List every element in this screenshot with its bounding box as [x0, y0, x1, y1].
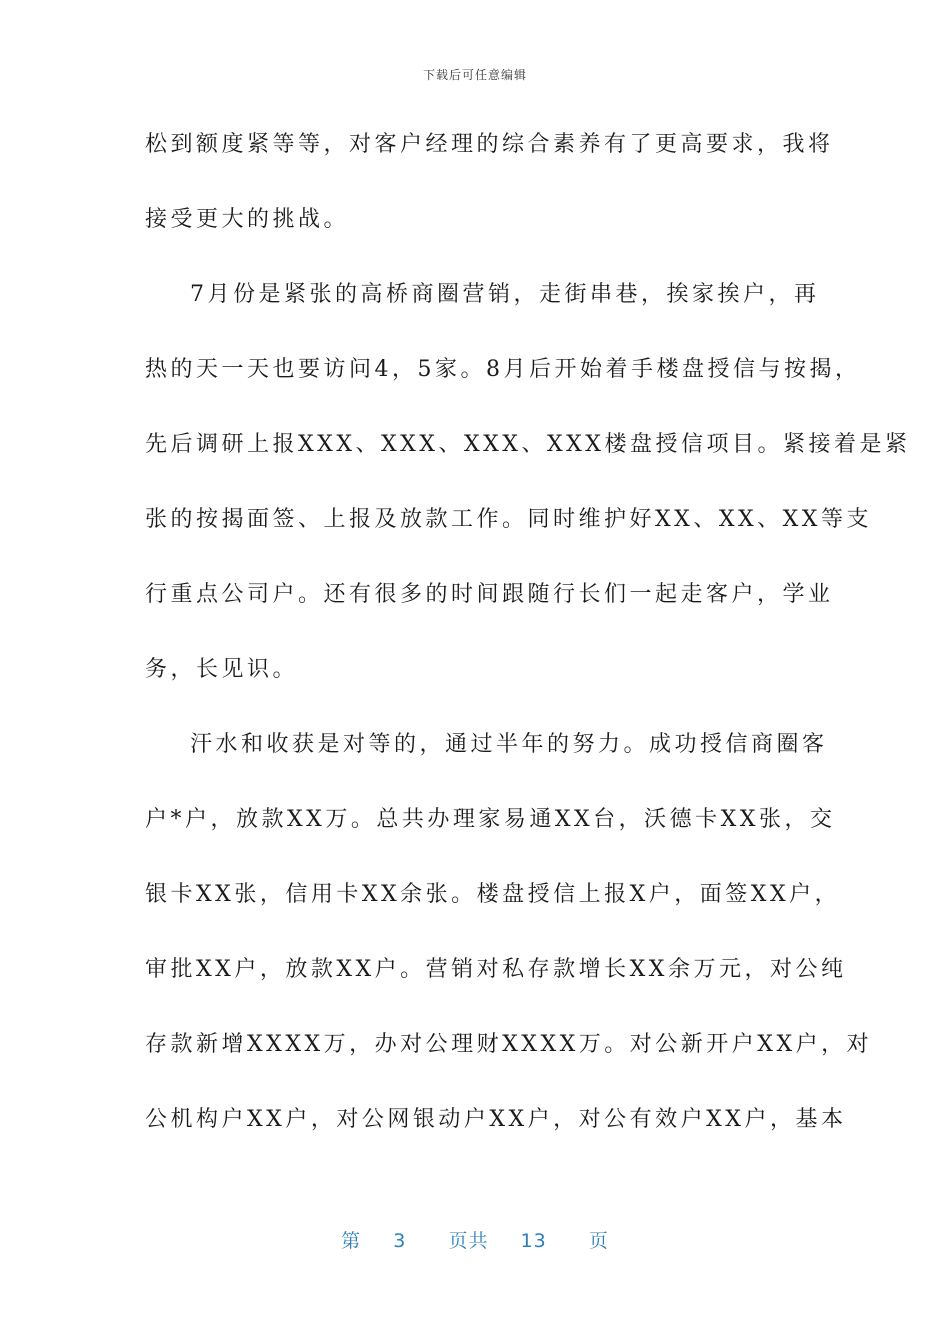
text-line: 户*户，放款XX万。总共办理家易通XX台，沃德卡XX张，交 [145, 807, 836, 832]
text-line: 接受更大的挑战。 [145, 207, 350, 232]
text-line: 行重点公司户。还有很多的时间跟随行长们一起走客户，学业 [145, 582, 834, 607]
total-pages-number: 13 [520, 1230, 547, 1252]
current-page-number: 3 [393, 1230, 407, 1252]
text-line: 存款新增XXXX万，办对公理财XXXX万。对公新开户XX户，对 [145, 1032, 873, 1057]
text-line: 审批XX户，放款XX户。营销对私存款增长XX余万元，对公纯 [145, 957, 847, 982]
text-line: 公机构户XX户，对公网银动户XX户，对公有效户XX户，基本 [145, 1107, 847, 1132]
text-line: 银卡XX张，信用卡XX余张。楼盘授信上报X户，面签XX户， [145, 882, 841, 907]
text-line: 松到额度紧等等，对客户经理的综合素养有了更高要求，我将 [145, 132, 834, 157]
text-line: 务，长见识。 [145, 657, 299, 682]
text-line: 热的天一天也要访问4，5家。8月后开始着手楼盘授信与按揭， [145, 357, 861, 382]
page-suffix: 页 [588, 1230, 609, 1252]
paragraph-start-line: 7月份是紧张的高桥商圈营销，走街串巷，挨家挨户，再 [190, 282, 820, 307]
page-footer [0, 1226, 950, 1253]
document-body [145, 125, 911, 1175]
text-line: 张的按揭面签、上报及放款工作。同时维护好XX、XX、XX等支 [145, 507, 872, 532]
page-middle: 页共 [448, 1230, 489, 1252]
text-line: 先后调研上报XXX、XXX、XXX、XXX楼盘授信项目。紧接着是紧 [145, 432, 911, 457]
paragraph-start-line: 汗水和收获是对等的，通过半年的努力。成功授信商圈客 [190, 732, 828, 757]
page-header: 下载后可任意编辑 [422, 68, 527, 82]
page-prefix: 第 [341, 1230, 362, 1252]
